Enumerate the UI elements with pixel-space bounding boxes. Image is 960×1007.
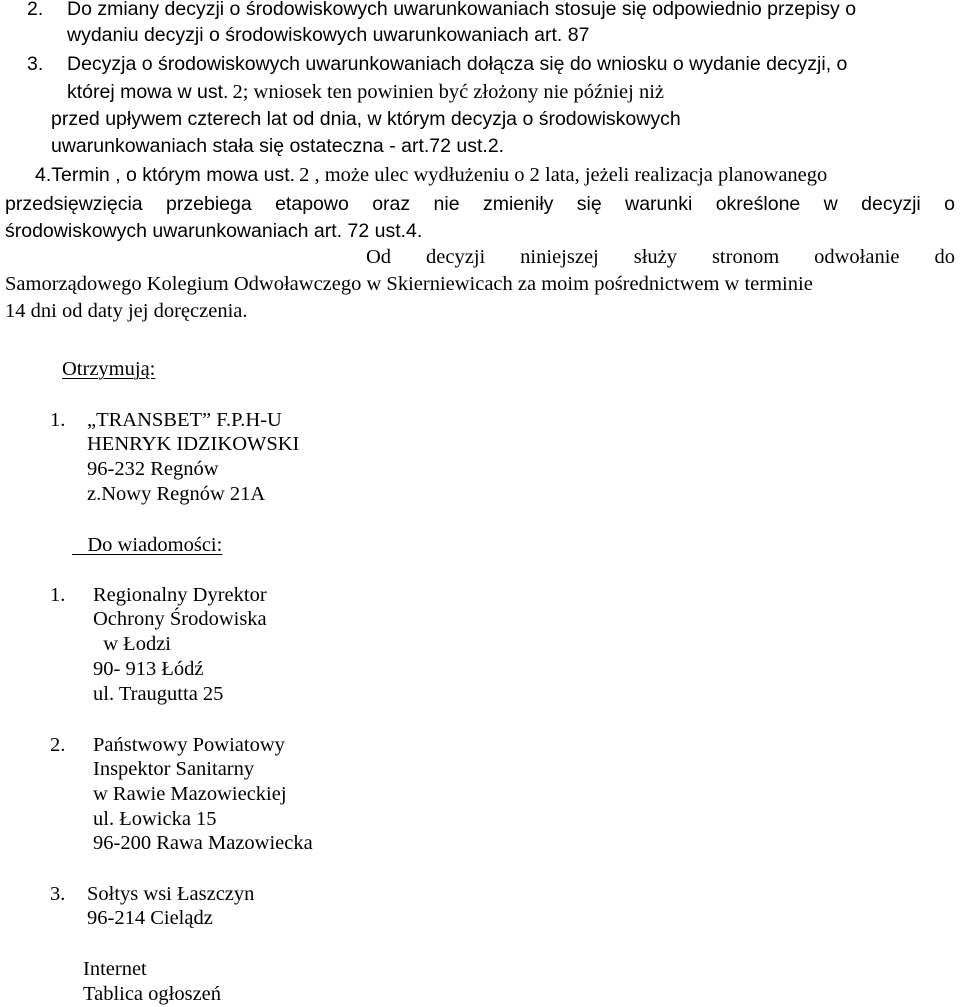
info-line: ul. Łowicka 15 (93, 808, 217, 830)
info-line: Regionalny Dyrektor (93, 584, 267, 606)
appeal-line-1: Od decyzji niniejszej służy stronom odwołanie do (366, 246, 955, 268)
recipient-line: „TRANSBET” F.P.H-U (87, 409, 282, 431)
item-number: 2. (27, 0, 44, 20)
item-4-line-1: 4.Termin , o którym mowa ust. 2 , może ulec wydłużeniu o 2 lata, jeżeli realizacja planowanego (35, 164, 828, 186)
info-line: 96-200 Rawa Mazowiecka (93, 832, 313, 854)
recipient-line: z.Nowy Regnów 21A (87, 483, 266, 505)
item-3-line-4: uwarunkowaniach stała się ostateczna - art.72 ust.2. (51, 135, 505, 157)
item-number: 3. (27, 53, 44, 75)
info-line: w Łodzi (98, 633, 171, 655)
item-3-line-1: Decyzja o środowiskowych uwarunkowaniach dołącza się do wniosku o wydanie decyzji, o (67, 53, 848, 75)
info-line: w Rawie Mazowieckiej (93, 783, 287, 805)
item-4-line-3: środowiskowych uwarunkowaniach art. 72 ust.4. (5, 220, 423, 242)
item-3-line-2: której mowa w ust. 2; wniosek ten powinien być złożony nie później niż (67, 81, 664, 103)
item-4-line-2: przedsięwzięcia przebiega etapowo oraz nie zmieniły się warunki określone w decyzji o (5, 193, 955, 215)
info-number: 3. (50, 883, 66, 905)
info-line: Inspektor Sanitarny (93, 758, 255, 780)
info-line: 90- 913 Łódź (93, 658, 204, 680)
recipients-heading: Otrzymują: (62, 358, 156, 380)
info-number: 2. (50, 734, 66, 756)
info-line: ul. Traugutta 25 (93, 683, 224, 705)
info-line: Ochrony Środowiska (93, 608, 267, 630)
item-3-line-3: przed upływem czterech lat od dnia, w którym decyzja o środowiskowych (51, 108, 681, 130)
recipient-line: HENRYK IDZIKOWSKI (87, 433, 300, 455)
for-information-heading: Do wiadomości: (87, 534, 223, 556)
info-line: Sołtys wsi Łaszczyn (87, 883, 255, 905)
info-line: 96-214 Cielądz (87, 907, 213, 929)
appeal-line-2: Samorządowego Kolegium Odwoławczego w Skierniewicach za moim pośrednictwem w terminie (5, 273, 813, 295)
appeal-line-3: 14 dni od daty jej doręczenia. (5, 300, 248, 322)
recipient-line: 96-232 Regnów (87, 458, 219, 480)
item-2-line-1: Do zmiany decyzji o środowiskowych uwarunkowaniach stosuje się odpowiednio przepisy o (67, 0, 857, 20)
info-number: 1. (50, 584, 66, 606)
item-2-line-2: wydaniu decyzji o środowiskowych uwarunkowaniach art. 87 (67, 24, 590, 46)
distribution-internet: Internet (83, 958, 147, 980)
recipient-number: 1. (50, 409, 66, 431)
distribution-notice-board: Tablica ogłoszeń (83, 983, 222, 1005)
info-line: Państwowy Powiatowy (93, 734, 285, 756)
